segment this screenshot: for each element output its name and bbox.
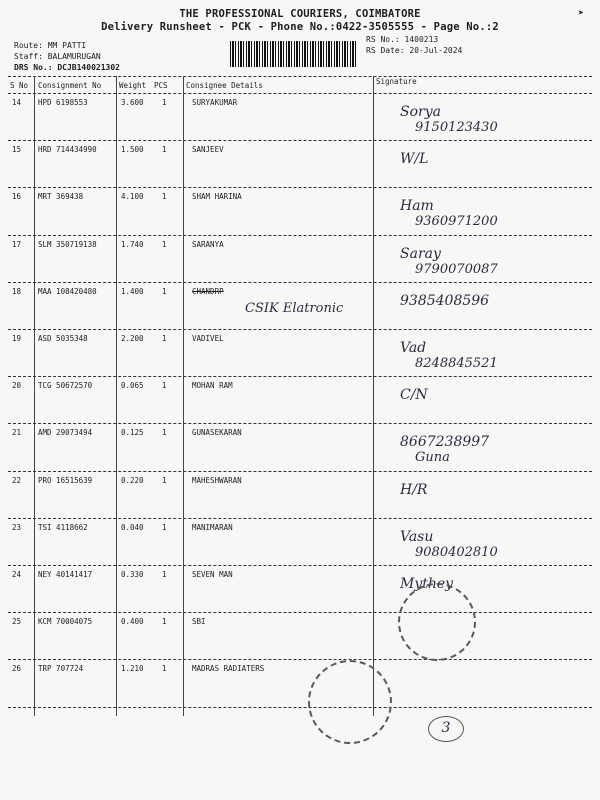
signature-line-2: 9080402810 [415, 544, 498, 560]
row-consignee: SANJEEV [192, 145, 224, 155]
row-consignee: SARANYA [192, 239, 224, 249]
row-consignment-no: AMD 29073494 [38, 428, 93, 438]
row-sno: 17 [12, 239, 22, 249]
rs-date: RS Date: 20-Jul-2024 [366, 46, 463, 55]
row-pcs: 1 [162, 381, 167, 391]
signature-line-1: Mythey [400, 576, 454, 592]
column-header-weight: Weight [119, 81, 147, 90]
row-pcs: 1 [162, 286, 167, 296]
row-consignment-no: TRP 707724 [38, 664, 84, 674]
row-divider [8, 235, 592, 236]
row-divider [8, 187, 592, 188]
row-divider [8, 423, 592, 424]
row-consignee: SHAM HARINA [192, 192, 242, 202]
row-divider [8, 376, 592, 377]
row-weight: 0.400 [121, 617, 144, 627]
column-line [373, 76, 374, 716]
row-pcs: 1 [162, 98, 167, 107]
row-divider [8, 659, 592, 660]
row-divider [8, 140, 592, 141]
row-consignee: CHANDRP [192, 286, 224, 296]
row-consignee: MADRAS RADIATERS [192, 664, 265, 674]
row-consignee: MAHESHWARAN [192, 475, 242, 485]
row-sno: 20 [12, 381, 22, 391]
column-divider [8, 93, 592, 94]
row-pcs: 1 [162, 522, 167, 532]
row-divider [8, 612, 592, 613]
signature-line-1: C/N [400, 387, 428, 404]
signature-line-2: 9790070087 [415, 261, 498, 277]
header-divider [8, 76, 592, 77]
column-header-signature: Signature [376, 77, 417, 86]
row-sno: 14 [12, 98, 22, 107]
signature-line-1: Saray [400, 245, 441, 262]
row-sno: 21 [12, 428, 22, 438]
row-consignment-no: HPD 6198553 [38, 98, 88, 107]
row-consignee: GUNASEKARAN [192, 428, 242, 438]
row-consignee: SBI [192, 617, 206, 627]
signature-line-2: 9150123430 [415, 120, 498, 135]
row-pcs: 1 [162, 475, 167, 485]
row-consignment-no: HRD 714434990 [38, 145, 97, 155]
rs-number: RS No.: 1400213 [366, 35, 439, 44]
row-consignee: SURYAKUMAR [192, 98, 238, 107]
signature-line-1: 8667238997 [400, 434, 490, 451]
signature-line-1: 9385408596 [400, 292, 490, 309]
row-consignment-no: MRT 369438 [38, 192, 84, 202]
column-header-sno: S No [10, 81, 29, 90]
row-weight: 1.500 [121, 145, 144, 155]
row-pcs: 1 [162, 570, 167, 579]
column-header-pcs: PCS [154, 81, 168, 90]
row-weight: 1.740 [121, 239, 144, 249]
row-pcs: 1 [162, 664, 167, 674]
row-weight: 4.100 [121, 192, 144, 202]
row-sno: 22 [12, 475, 22, 485]
row-consignee: VADIVEL [192, 334, 224, 343]
arrow-mark: ➤ [577, 8, 584, 19]
signature-line-1: W/L [400, 151, 429, 168]
page-circle-mark: 3 [428, 716, 464, 742]
row-consignment-no: KCM 70004075 [38, 617, 93, 627]
signature-line-1: Vasu [400, 528, 434, 545]
row-consignment-no: PRO 16515639 [38, 475, 93, 485]
drs-label: DRS No.: DCJB140021302 [14, 63, 120, 72]
signature-line-2: 8248845521 [415, 356, 498, 371]
signature-line-1: Sorya [400, 104, 441, 120]
row-sno: 18 [12, 286, 22, 296]
row-divider [8, 282, 592, 283]
row-weight: 0.040 [121, 522, 144, 532]
row-sno: 26 [12, 664, 22, 674]
row-sno: 19 [12, 334, 22, 343]
row-sno: 23 [12, 522, 22, 532]
signature-line-1: H/R [400, 481, 428, 498]
row-weight: 0.330 [121, 570, 144, 579]
row-divider [8, 329, 592, 330]
company-title: THE PROFESSIONAL COURIERS, COIMBATORE [179, 8, 421, 20]
row-consignment-no: MAA 108420480 [38, 286, 97, 296]
signature-line-2: Guna [415, 450, 450, 466]
column-line [34, 76, 35, 716]
column-header-consignee: Consignee Details [186, 81, 263, 90]
row-weight: 2.200 [121, 334, 144, 343]
row-weight: 1.400 [121, 286, 144, 296]
row-pcs: 1 [162, 428, 167, 438]
row-consignee: MANIMARAN [192, 522, 233, 532]
row-sno: 16 [12, 192, 22, 202]
row-sno: 25 [12, 617, 22, 627]
route-label: Route: MM PATTI [14, 41, 87, 50]
staff-label: Staff: BALAMURUGAN [14, 52, 101, 61]
runsheet-subtitle: Delivery Runsheet - PCK - Phone No.:0422-3505555 - Page No.:2 [101, 21, 499, 33]
row-pcs: 1 [162, 192, 167, 202]
handwritten-note: CSIK Elatronic [245, 300, 344, 316]
row-divider [8, 565, 592, 566]
row-sno: 15 [12, 145, 22, 155]
row-weight: 0.065 [121, 381, 144, 391]
column-header-consignment: Consignment No [38, 81, 102, 90]
row-weight: 3.600 [121, 98, 144, 107]
row-weight: 1.210 [121, 664, 144, 674]
row-consignment-no: ASD 5035348 [38, 334, 88, 343]
row-divider [8, 471, 592, 472]
row-consignee: SEVEN MAN [192, 570, 233, 579]
barcode [230, 41, 356, 67]
row-sno: 24 [12, 570, 22, 579]
row-consignment-no: TSI 4118662 [38, 522, 88, 532]
column-line [116, 76, 117, 716]
column-line [183, 76, 184, 716]
stamp-seal [308, 660, 392, 744]
row-consignment-no: SLM 350719138 [38, 239, 97, 249]
row-pcs: 1 [162, 334, 167, 343]
row-pcs: 1 [162, 145, 167, 155]
row-pcs: 1 [162, 617, 167, 627]
row-consignment-no: TCG 50672570 [38, 381, 93, 391]
row-consignee: MOHAN RAM [192, 381, 233, 391]
row-weight: 0.125 [121, 428, 144, 438]
row-weight: 0.220 [121, 475, 144, 485]
row-divider [8, 707, 592, 708]
signature-line-2: 9360971200 [415, 214, 498, 230]
row-consignment-no: NEY 40141417 [38, 570, 93, 579]
stamp-seal [398, 583, 476, 661]
signature-line-1: Vad [400, 340, 427, 356]
signature-line-1: Ham [400, 198, 434, 215]
row-pcs: 1 [162, 239, 167, 249]
row-divider [8, 518, 592, 519]
